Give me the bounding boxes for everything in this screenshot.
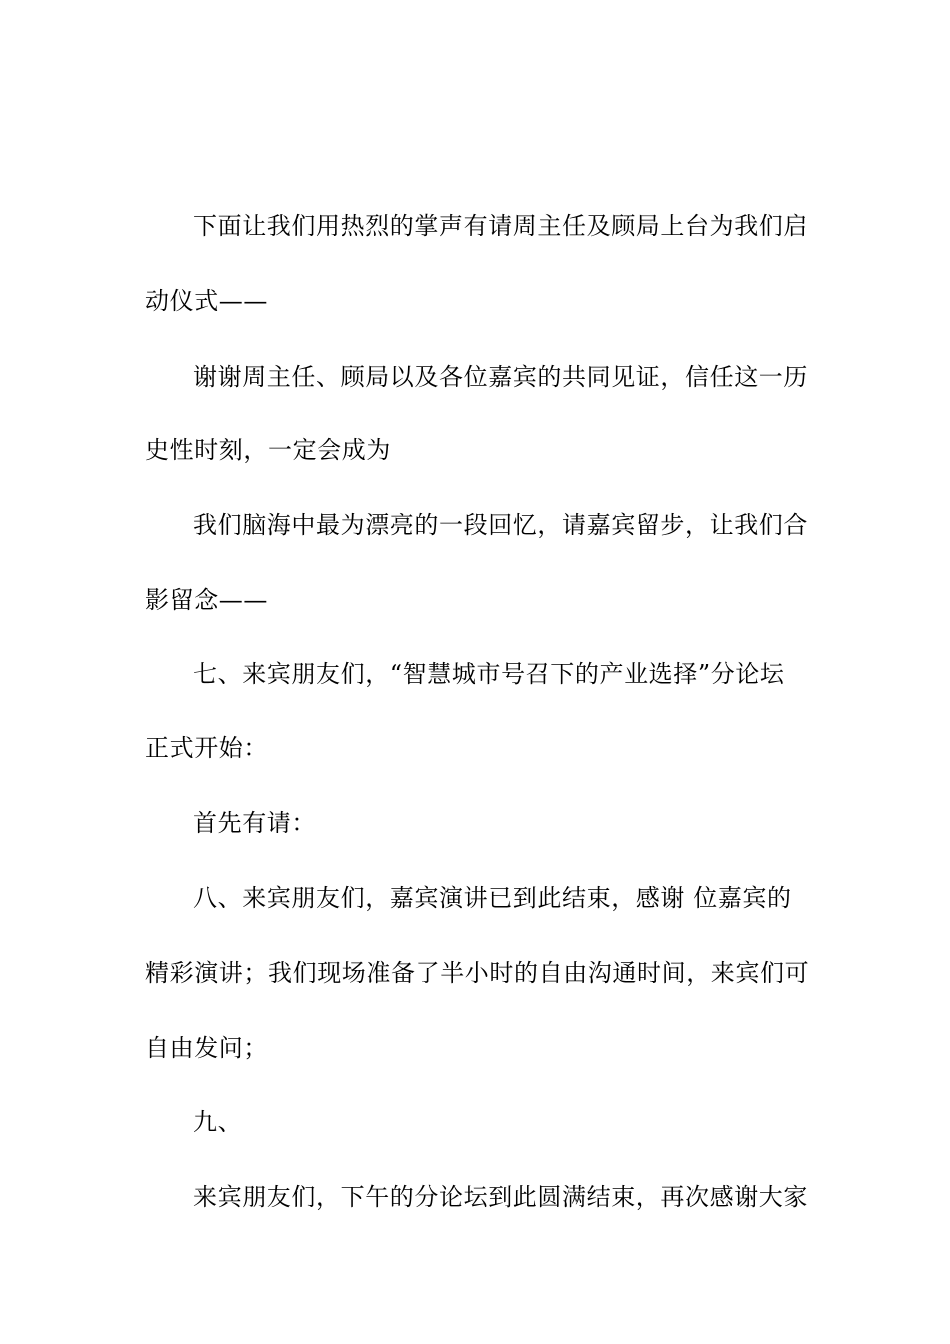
paragraph-line-11: 精彩演讲；我们现场准备了半小时的自由沟通时间，来宾们可 bbox=[145, 959, 810, 987]
paragraph-line-4: 史性时刻，一定会成为 bbox=[145, 436, 391, 464]
paragraph-line-5: 我们脑海中最为漂亮的一段回忆，请嘉宾留步，让我们合 bbox=[193, 511, 808, 539]
paragraph-line-12: 自由发问； bbox=[145, 1034, 268, 1062]
paragraph-line-8: 正式开始： bbox=[145, 734, 268, 762]
paragraph-line-3: 谢谢周主任、顾局以及各位嘉宾的共同见证，信任这一历 bbox=[193, 363, 808, 391]
paragraph-line-1: 下面让我们用热烈的掌声有请周主任及顾局上台为我们启 bbox=[193, 212, 808, 240]
paragraph-line-9: 首先有请： bbox=[193, 809, 316, 837]
paragraph-line-7: 七、来宾朋友们，“智慧城市号召下的产业选择”分论坛 bbox=[193, 660, 785, 688]
paragraph-line-14: 来宾朋友们，下午的分论坛到此圆满结束，再次感谢大家 bbox=[193, 1183, 808, 1211]
paragraph-line-2: 动仪式—— bbox=[145, 287, 268, 315]
paragraph-line-6: 影留念—— bbox=[145, 586, 268, 614]
paragraph-line-13: 九、 bbox=[193, 1108, 243, 1136]
paragraph-line-10: 八、来宾朋友们，嘉宾演讲已到此结束，感谢 位嘉宾的 bbox=[193, 884, 792, 912]
